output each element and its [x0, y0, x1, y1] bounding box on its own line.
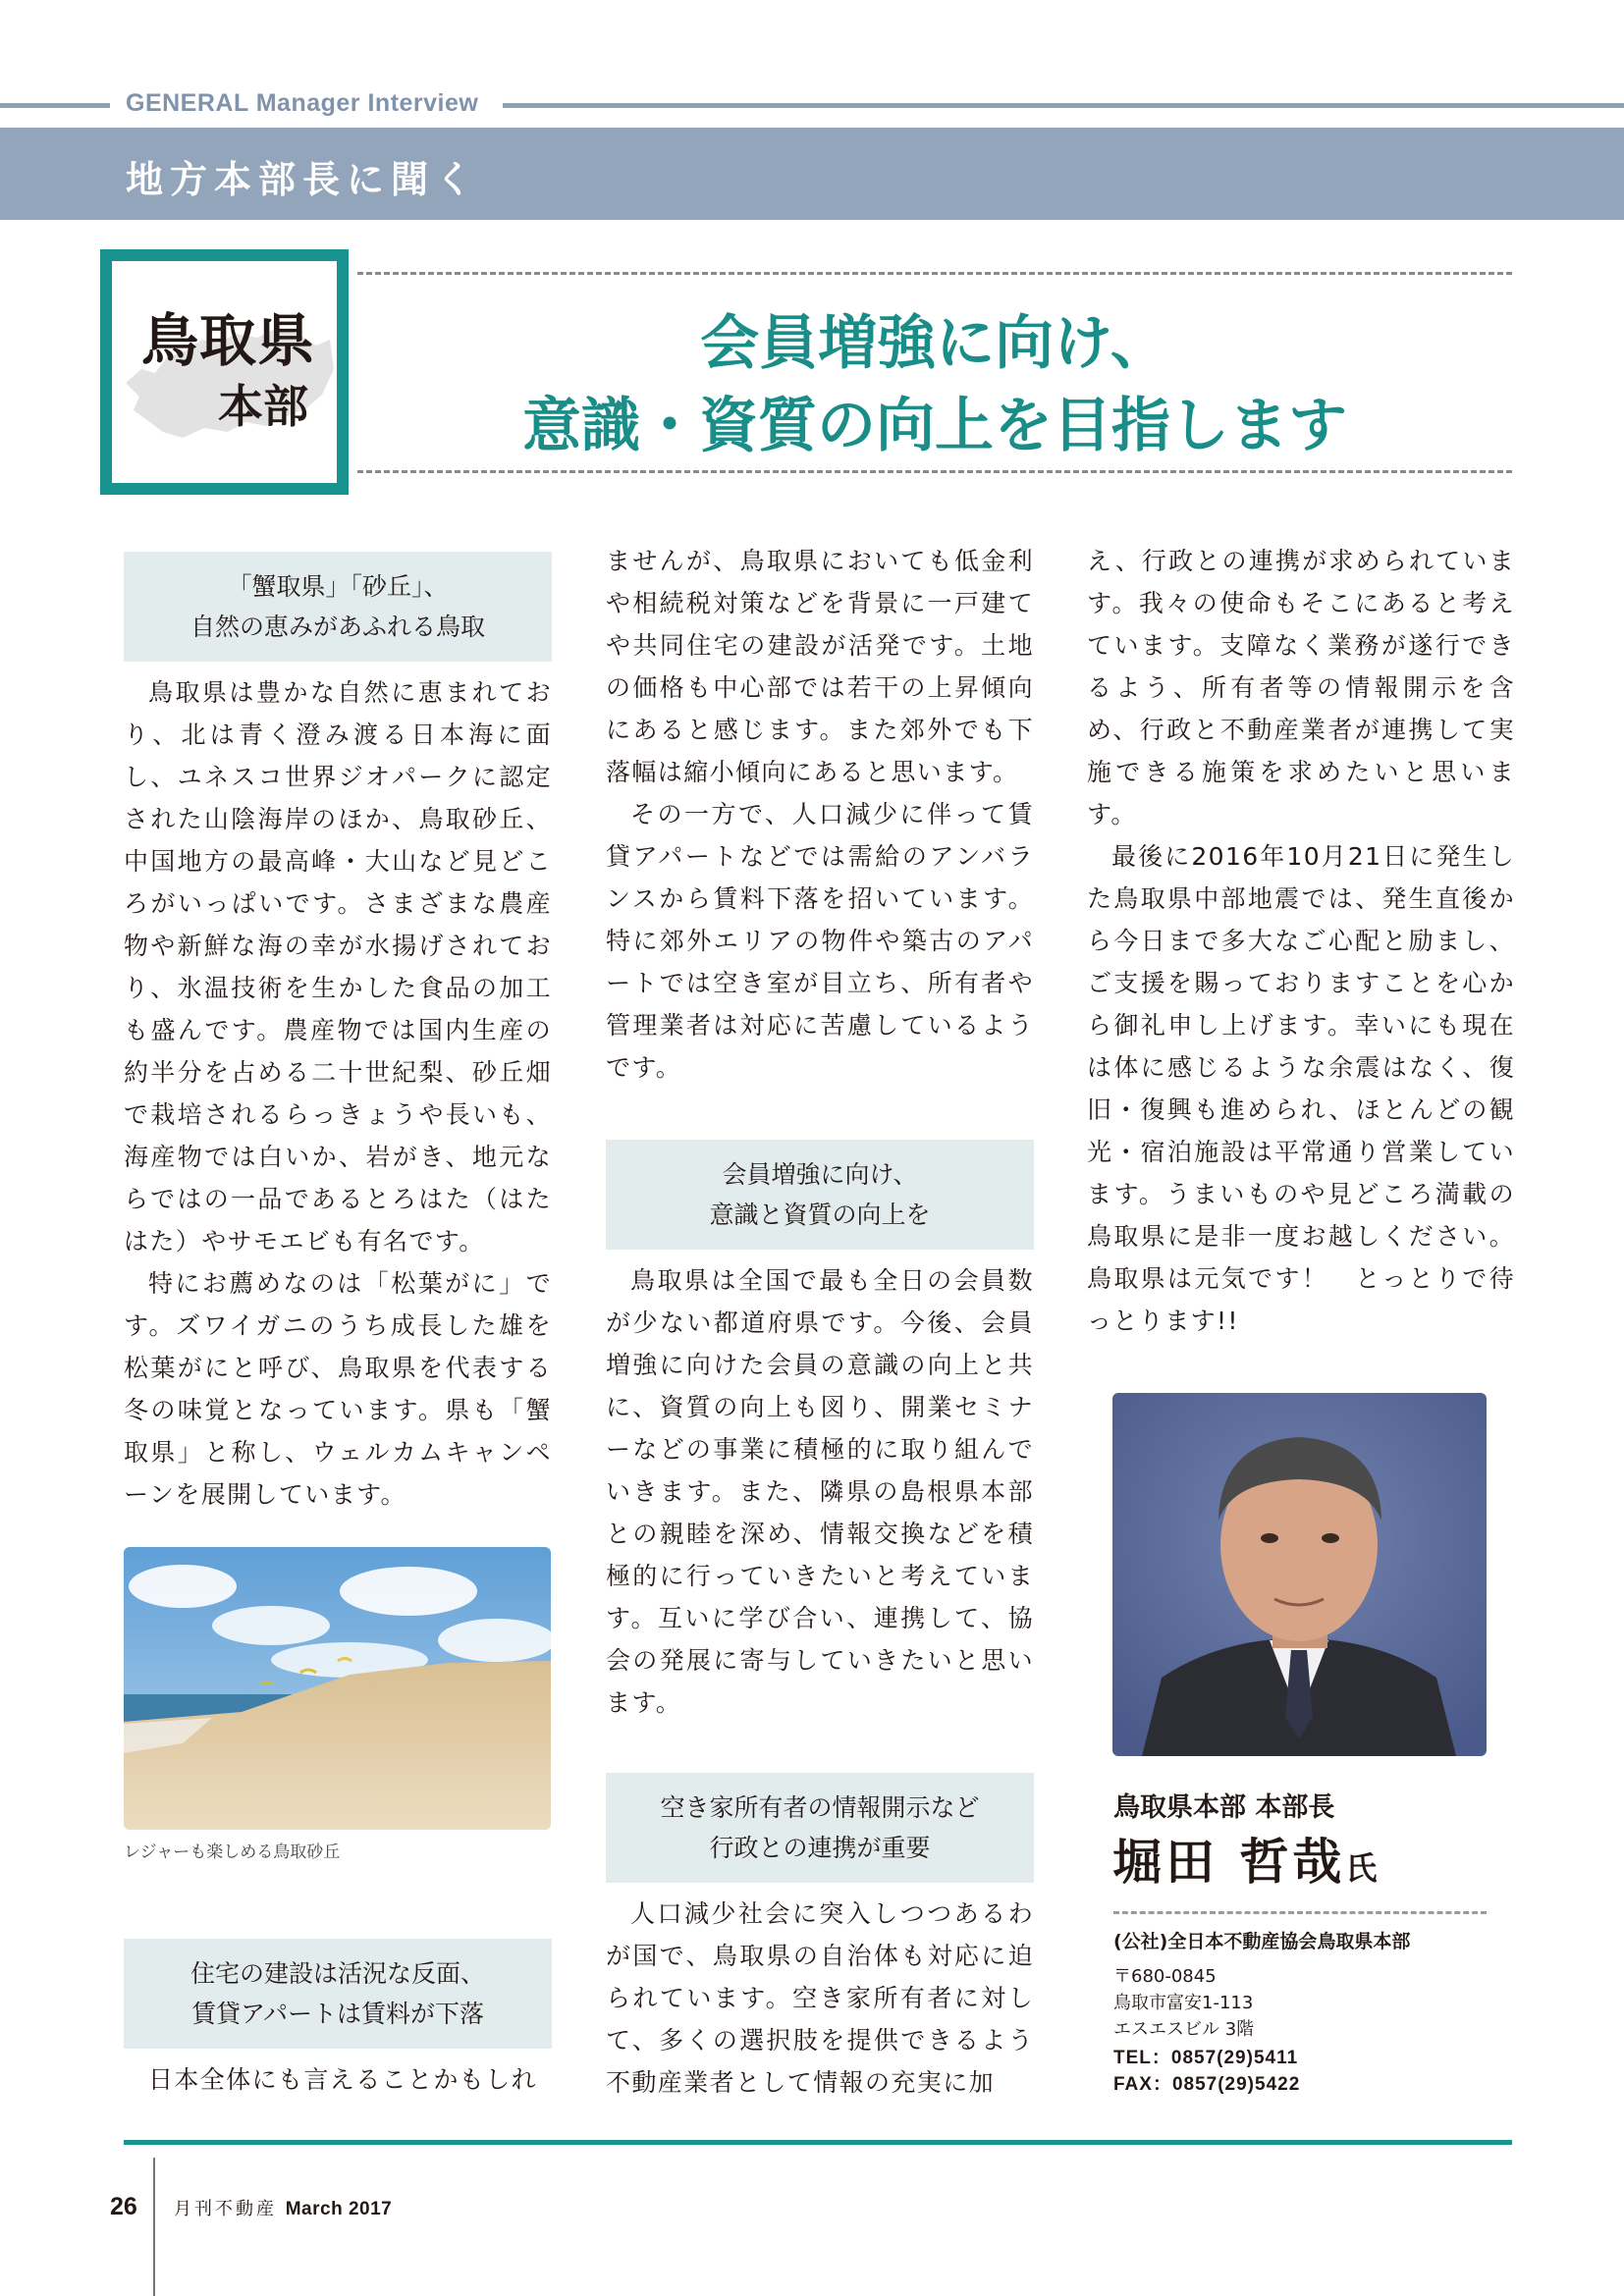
subheading-line: 「蟹取県」「砂丘」、	[227, 572, 449, 601]
person-name: 堀田 哲哉	[1112, 1834, 1346, 1891]
paragraph: 人口減少社会に突入しつつあるわが国で、鳥取県の自治体も対応に迫られています。空き家所有者に対して、多くの選択肢を提供できるよう不動産業者として情報の充実に加	[606, 1899, 1034, 2097]
body-text	[1087, 540, 1515, 1342]
paragraph: 鳥取県は豊かな自然に恵まれており、北は青く澄み渡る日本海に面し、ユネスコ世界ジオパークに認定された山陰海岸のほか、鳥取砂丘、中国地方の最高峰・大山など見どころがいっぱいです。さまざまな農産物や新鮮な海の幸が水揚げされており、氷温技術を生かした食品の加工も盛んです。農産物では国内生産の約半分を占める二十世紀梨、砂丘畑で栽培されるらっきょうや長いも、海産物では白いか、岩がき、地元ならではの一品であるとろはた（はたはた）やサモエビも有名です。	[124, 678, 552, 1255]
paragraph: 日本全体にも言えることかもしれ	[148, 2065, 538, 2094]
subheading-line: 行政との連携が重要	[709, 1834, 931, 1862]
body-text	[606, 1893, 1034, 2104]
header-rule-right	[503, 103, 1624, 108]
region-prefecture: 鳥取県	[141, 307, 316, 374]
series-label: GENERAL Manager Interview	[126, 89, 479, 117]
region-box	[100, 249, 349, 495]
body-text	[124, 2058, 552, 2101]
contact-address-line-2: エスエスビル 3階	[1113, 2019, 1255, 2040]
column-1-top	[124, 552, 552, 1516]
body-text	[606, 540, 1034, 1089]
paragraph: ませんが、鳥取県においても低金利や相続税対策などを背景に一戸建てや共同住宅の建設が活発です。土地の価格も中心部では若干の上昇傾向にあると感じます。また郊外でも下落幅は縮小傾向にあると思います。	[606, 547, 1034, 786]
subheading-line: 賃貸アパートは賃料が下落	[190, 2000, 484, 2028]
region-hq: 本部	[218, 380, 308, 433]
body-text	[124, 671, 552, 1516]
magazine-info	[174, 2195, 392, 2220]
subheading	[606, 1140, 1034, 1250]
subheading	[124, 1939, 552, 2049]
headline-divider-bottom	[357, 470, 1512, 473]
contact-divider	[1113, 1911, 1487, 1914]
footer-rule	[124, 2140, 1512, 2145]
magazine-name: 月刊不動産	[174, 2199, 277, 2219]
subheading-line: 意識と資質の向上を	[709, 1201, 931, 1229]
headline-line-1: 会員増強に向け、	[700, 309, 1169, 378]
column-2-bottom	[606, 1773, 1034, 2104]
page-number: 26	[110, 2193, 137, 2220]
paragraph: 特にお薦めなのは「松葉がに」です。ズワイガニのうち成長した雄を松葉がにと呼び、鳥取県を代表する冬の味覚となっています。県も「蟹取県」と称し、ウェルカムキャンペーンを展開しています。	[124, 1269, 552, 1509]
paragraph: え、行政との連携が求められています。我々の使命もそこにあると考えています。支障なく業務が遂行できるよう、所有者等の情報開示を含め、行政と不動産業者が連携して実施できる施策を求めたいと思います。	[1087, 547, 1515, 828]
subheading-line: 自然の恵みがあふれる鳥取	[189, 613, 485, 641]
person-role: 鳥取県本部 本部長	[1113, 1792, 1335, 1823]
paragraph: 最後に2016年10月21日に発生した鳥取県中部地震では、発生直後から今日まで多大なご心配と励まし、ご支援を賜っておりますことを心から御礼申し上げます。幸いにも現在は体に感じるような余震はなく、復旧・復興も進められ、ほとんどの観光・宿泊施設は平常通り営業しています。うまいものや見どころ満載の鳥取県に是非一度お越しください。鳥取県は元気です！ とっとりで待っとります!!	[1087, 842, 1515, 1335]
column-3	[1087, 540, 1515, 1342]
contact-organization: (公社)全日本不動産協会鳥取県本部	[1113, 1931, 1411, 1952]
headline-line-2: 意識・資質の向上を目指します	[522, 392, 1347, 460]
person-name-block	[1112, 1823, 1377, 1894]
subheading-line: 空き家所有者の情報開示など	[660, 1793, 980, 1822]
paragraph: その一方で、人口減少に伴って賃貸アパートなどでは需給のアンバランスから賃料下落を招いています。特に郊外エリアの物件や築古のアパートでは空き室が目立ち、所有者や管理業者は対応に苦慮しているようです。	[606, 800, 1034, 1082]
contact-fax: FAX：0857(29)5422	[1113, 2074, 1301, 2095]
portrait-photo	[1112, 1393, 1487, 1756]
contact-tel: TEL：0857(29)5411	[1113, 2048, 1299, 2068]
column-2-top	[606, 540, 1034, 1089]
subheading	[124, 552, 552, 662]
column-1-bottom	[124, 1939, 552, 2101]
headline-divider-top	[357, 272, 1512, 275]
contact-address-line-1: 鳥取市富安1-113	[1113, 1993, 1254, 2013]
column-2-middle	[606, 1140, 1034, 1724]
subheading-line: 会員増強に向け、	[722, 1160, 918, 1189]
body-text	[606, 1259, 1034, 1724]
photo-caption: レジャーも楽しめる鳥取砂丘	[124, 1842, 341, 1862]
subheading-line: 住宅の建設は活況な反面、	[189, 1959, 485, 1988]
header-rule-left	[0, 103, 110, 108]
subheading	[606, 1773, 1034, 1883]
contact-postal: 〒680-0845	[1113, 1966, 1217, 1987]
person-honorific: 氏	[1345, 1849, 1378, 1887]
section-title: 地方本部長に聞く	[126, 158, 480, 201]
paragraph: 鳥取県は全国で最も全日の会員数が少ない都道府県です。今後、会員増強に向けた会員の意識の向上と共に、資質の向上も図り、開業セミナーなどの事業に積極的に取り組んでいきます。また、隣県の島根県本部との親睦を深め、情報交換などを積極的に行っていきたいと考えています。互いに学び合い、連携して、協会の発展に寄与していきたいと思います。	[606, 1266, 1034, 1717]
photo-sand-dunes	[124, 1547, 551, 1830]
footer-divider	[153, 2158, 155, 2296]
magazine-issue: March 2017	[285, 2199, 393, 2219]
